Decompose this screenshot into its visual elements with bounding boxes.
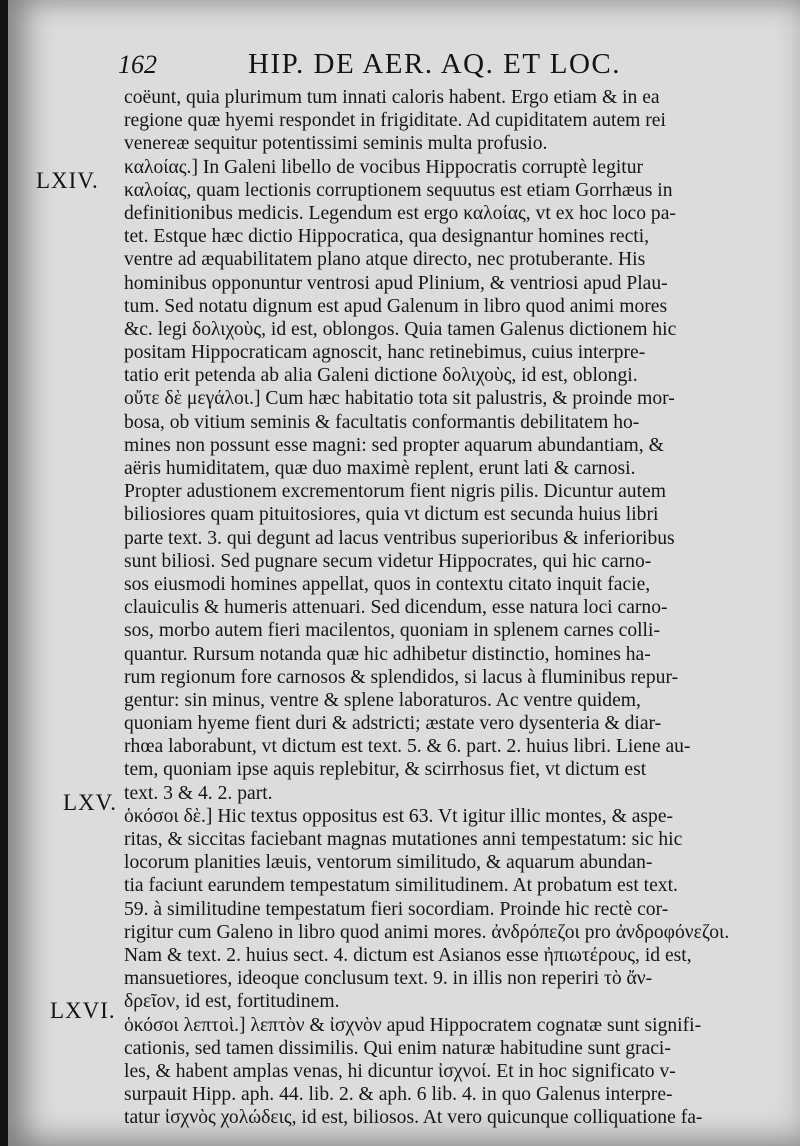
- text-line: Nam & text. 2. huius sect. 4. dictum est Asianos esse ἠπιωτέρους, id est,: [124, 944, 692, 966]
- text-line: tatio erit petenda ab alia Galeni dictione δολιχοὺς, id est, oblongi.: [124, 365, 638, 387]
- text-line: sos eiusmodi homines appellat, quos in contextu citato inquit facie,: [124, 573, 651, 595]
- book-page: [8, 0, 800, 1146]
- text-line: καλοίας.] In Galeni libello de vocibus Hippocratis corruptè legitur: [124, 156, 644, 178]
- text-line: quoniam hyeme fient duri & adstricti; æstate vero dysenteria & diar-: [124, 713, 662, 735]
- text-line: biliosiores quam pituitosiores, quia vt dictum est secunda huius libri: [124, 504, 659, 526]
- text-line: les, & habent amplas venas, hi dicuntur ἰσχνοί. Et in hoc significato v-: [124, 1060, 676, 1082]
- text-line: aëris humiditatem, quæ duo maximè replent, erunt lati & carnosi.: [124, 458, 636, 479]
- text-line: rigitur cum Galeno in libro quod animi mores. ἀνδρόπεζοι pro ἀνδροφόνεζοι.: [124, 921, 730, 943]
- text-line: surpauit Hipp. aph. 44. lib. 2. & aph. 6 lib. 4. in quo Galenus interpre-: [124, 1084, 673, 1106]
- text-line: δρεῖον, id est, fortitudinem.: [124, 991, 340, 1013]
- text-line: ὁκόσοι λεπτοὶ.] λεπτὸν & ἰσχνὸν apud Hippocratem cognatæ sunt signifi-: [124, 1014, 702, 1036]
- text-line: ritas, & siccitas faciebant magnas mutationes anni tempestatum: sic hic: [124, 829, 683, 850]
- text-line: sunt biliosi. Sed pugnare secum videtur Hippocrates, qui hic carno-: [124, 550, 652, 572]
- section-number-lxvi: LXVI.: [50, 998, 116, 1023]
- text-line: hominibus opponuntur ventrosi apud Plinium, & ventriosi apud Plau-: [124, 272, 668, 294]
- text-line: mansuetiores, ideoque conclusum text. 9. in illis non reperiri τὸ ἄν-: [124, 968, 653, 990]
- text-line: sos, morbo autem fieri macilentos, quoniam in splenem carnes colli-: [124, 620, 660, 642]
- text-line: οὔτε δὲ μεγάλοι.] Cum hæc habitatio tota sit palustris, & proinde mor-: [124, 388, 675, 410]
- text-line: quantur. Rursum notanda quæ hic adhibetur distinctio, homines ha-: [124, 643, 651, 665]
- text-line: regione quæ hyemi respondet in frigiditate. Ad cupiditatem autem rei: [124, 110, 666, 132]
- text-line: καλοίας, quam lectionis corruptionem sequutus est etiam Gorrhæus in: [124, 179, 673, 201]
- text-line: bosa, ob vitium seminis & facultatis conformantis debilitatem ho-: [124, 411, 640, 433]
- text-line: clauiculis & humeris attenuari. Sed dicendum, esse natura loci carno-: [124, 597, 668, 619]
- text-line: mines non possunt esse magni: sed propter aquarum abundantiam, &: [124, 434, 664, 456]
- text-line: tet. Estque hæc dictio Hippocratica, qua designantur homines recti,: [124, 226, 650, 248]
- section-number-lxv: LXV.: [63, 790, 118, 815]
- text-line: definitionibus medicis. Legendum est ergo καλοίας, vt ex hoc loco pa-: [124, 202, 676, 224]
- text-line: rum regionum fore carnosos & splendidos, si lacus à fluminibus repur-: [124, 666, 679, 688]
- text-line: Propter adustionem excrementorum fient nigris pilis. Dicuntur autem: [124, 481, 666, 503]
- text-line: gentur: sin minus, ventre & splene laboraturos. Ac ventre quidem,: [124, 689, 641, 711]
- text-line: ventre ad æquabilitatem plano atque directo, nec protuberante. His: [124, 249, 646, 271]
- text-line: tum. Sed notatu dignum est apud Galenum in libro quod animi mores: [124, 295, 668, 317]
- text-line: text. 3 & 4. 2. part.: [124, 782, 273, 804]
- text-line: tem, quoniam ipse aquis replebitur, & scirrhosus fiet, vt dictum est: [124, 759, 647, 781]
- text-line: locorum planities læuis, ventorum similitudo, & aquarum abundan-: [124, 852, 653, 874]
- text-line: tatur ἰσχνὸς χολώδεις, id est, biliosos. At vero quicunque colliquatione fa-: [124, 1107, 703, 1129]
- section-number-lxiv: LXIV.: [36, 168, 99, 193]
- page-header: [118, 48, 678, 88]
- page-number: 162: [118, 50, 157, 79]
- text-line: venereæ sequitur potentissimi seminis multa profusio.: [124, 133, 548, 155]
- text-line: &c. legi δολιχοὺς, id est, oblongos. Quia tamen Galenus dictionem hic: [124, 318, 677, 340]
- text-line: coëunt, quia plurimum tum innati caloris habent. Ergo etiam & in ea: [124, 87, 660, 108]
- text-line: tia faciunt earundem tempestatum similitudinem. At probatum est text.: [124, 875, 678, 897]
- text-line: 59. à similitudine tempestatum fieri socordiam. Proinde hic rectè cor-: [124, 898, 669, 920]
- body-text: [124, 86, 750, 1129]
- text-line: positam Hippocraticam agnoscit, hanc retinebimus, cuius interpre-: [124, 342, 646, 364]
- running-title: HIP. DE AER. AQ. ET LOC.: [248, 48, 622, 80]
- text-line: rhœa laborabunt, vt dictum est text. 5. & 6. part. 2. huius libri. Liene au-: [124, 736, 691, 758]
- text-line: cationis, sed tamen dissimilis. Qui enim naturæ habitudine sunt graci-: [124, 1037, 671, 1059]
- text-line: parte text. 3. qui degunt ad lacus ventribus superioribus & inferioribus: [124, 527, 675, 549]
- text-line: ὁκόσοι δὲ.] Hic textus oppositus est 63. Vt igitur illic montes, & aspe-: [124, 805, 674, 827]
